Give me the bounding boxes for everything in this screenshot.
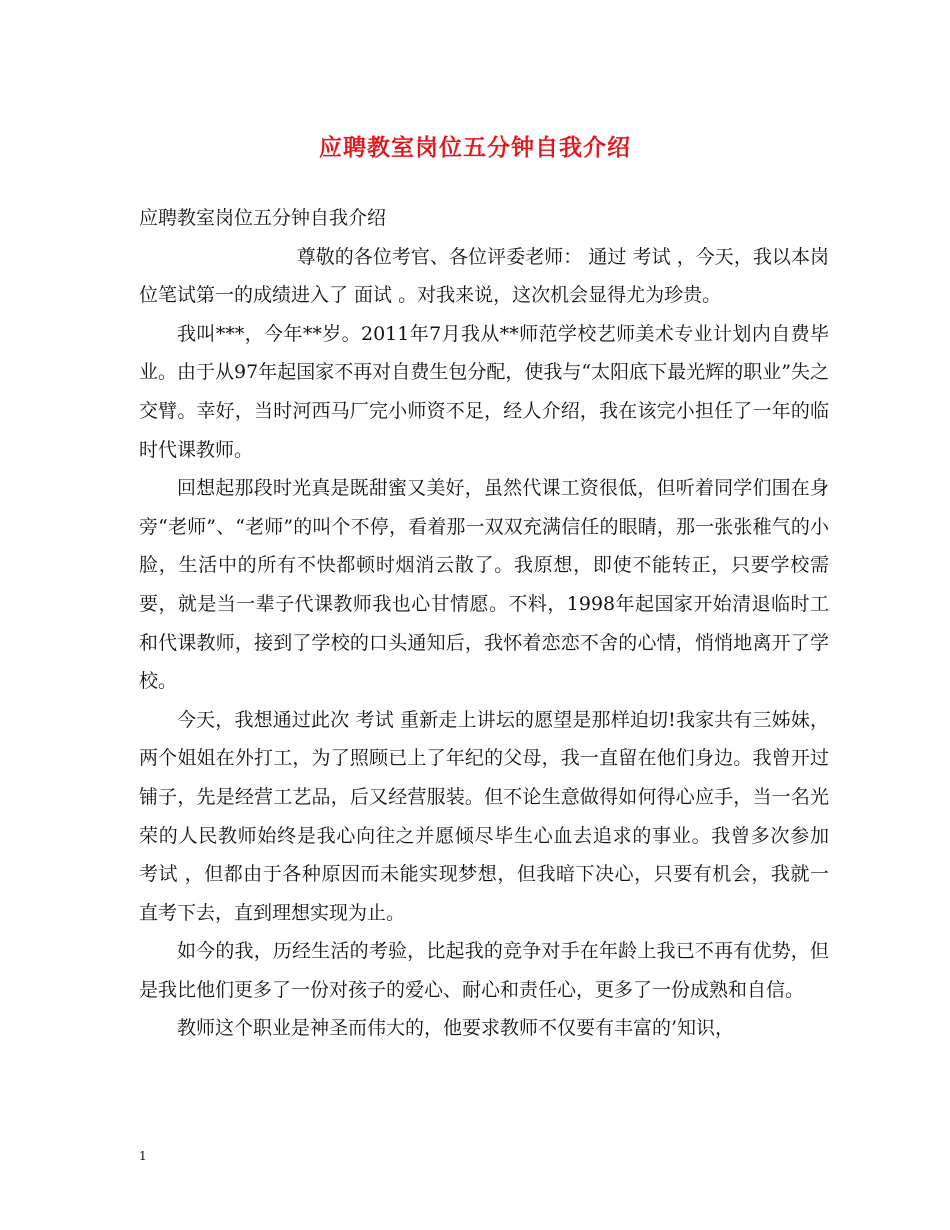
paragraph-background: 我叫***，今年**岁。2011年7月我从**师范学校艺师美术专业计划内自费毕业。由于从97年起国家不再对自费生包分配，使我与“太阳底下最光辉的职业”失之交臂。幸好，当时河西马厂完小师资不足，经人介绍，我在该完小担任了一年的临时代课教师。 [139, 322, 829, 461]
paragraph-strengths: 如今的我，历经生活的考验，比起我的竞争对手在年龄上我已不再有优势，但是我比他们更多了一份对孩子的爱心、耐心和责任心，更多了一份成熟和自信。 [139, 940, 829, 1001]
paragraph-greeting: 尊敬的各位考官、各位评委老师： 通过 考试 ，今天，我以本岗位笔试第一的成绩进入了 面试 。对我来说，这次机会显得尤为珍贵。 [139, 245, 829, 307]
paragraph-memories: 回想起那段时光真是既甜蜜又美好，虽然代课工资很低，但听着同学们围在身旁“老师”、“老师”的叫个不停，看着那一双双充满信任的眼睛，那一张张稚气的小脸，生活中的所有不快都顿时烟消云散了。我原想，即使不能转正，只要学校需要，就是当一辈子代课教师我也心甘情愿。不料，1998年起国家开始清退临时工和代课教师，接到了学校的口头通知后，我怀着恋恋不舍的心情，悄悄地离开了学校。 [139, 477, 829, 693]
page-number: 1 [139, 1149, 147, 1163]
document-title: 应聘教室岗位五分钟自我介绍 [319, 134, 631, 161]
document-body [139, 199, 829, 1048]
paragraph-aspiration: 今天，我想通过此次 考试 重新走上讲坛的愿望是那样迫切!我家共有三姊妹，两个姐姐在外打工，为了照顾已上了年纪的父母，我一直留在他们身边。我曾开过铺子，先是经营工艺品，后又经营服装。但不论生意做得如何得心应手，当一名光荣的人民教师始终是我心向往之并愿倾尽毕生心血去追求的事业。我曾多次参加 考试 ，但都由于各种原因而未能实现梦想，但我暗下决心，只要有机会，我就一直考下去，直到理想实现为止。 [139, 708, 829, 924]
subtitle-line: 应聘教室岗位五分钟自我介绍 [139, 207, 387, 229]
paragraph-profession: 教师这个职业是神圣而伟大的，他要求教师不仅要有丰富的’知识， [177, 1017, 735, 1040]
